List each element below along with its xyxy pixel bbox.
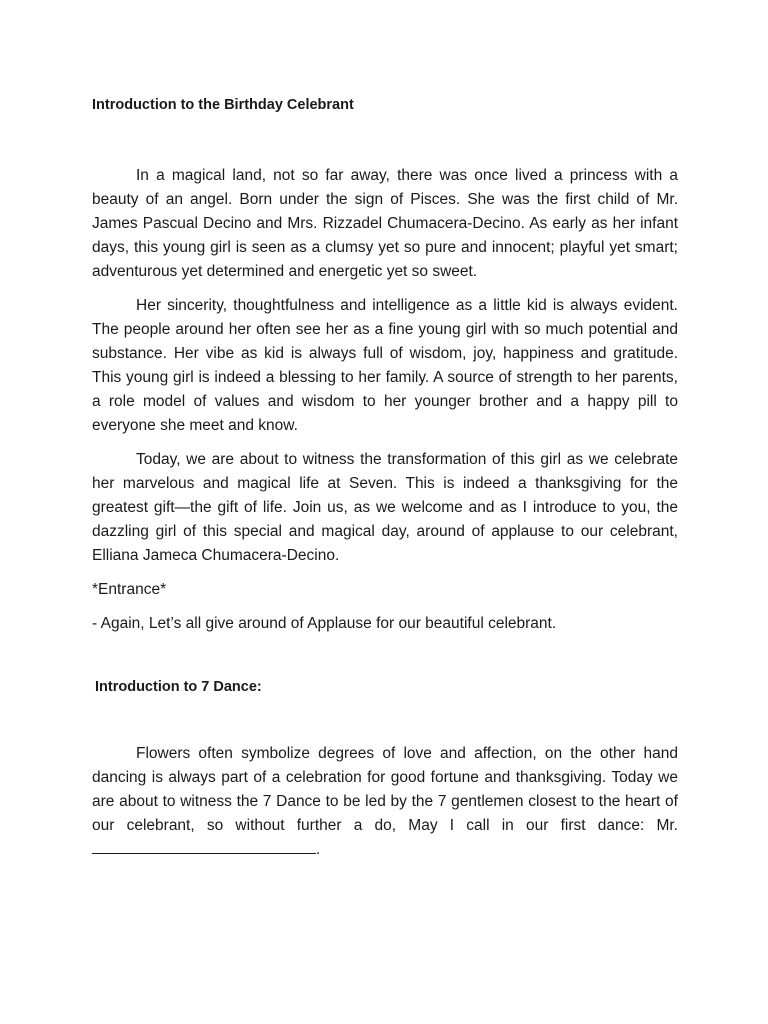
section-heading-7-dance: Introduction to 7 Dance: [95,679,262,695]
name-blank-line [92,839,316,854]
paragraph-transformation: Today, we are about to witness the transformation of this girl as we celebrate her marvelous and magical life at Seven. This is indeed a thanksgiving for the greatest gift—the gift of life. Join us, as we welcome and as I introduce to you, the dazzling girl of this special and magical day, around of applause to our celebrant, Elliana Jameca Chumacera-Decino. [92,451,678,564]
paragraph-sincerity: Her sincerity, thoughtfulness and intelligence as a little kid is always evident. The people around her often see her as a fine young girl with so much potential and substance. Her vibe as kid is always full of wisdom, joy, happiness and gratitude. This young girl is indeed a blessing to her family. A source of strength to her parents, a role model of values and wisdom to her younger brother and a happy pill to everyone she meet and know. [92,297,678,434]
paragraph-7-dance-text: Flowers often symbolize degrees of love and affection, on the other hand dancing is always part of a celebration for good fortune and thanksgiving. Today we are about to witness the 7 Dance to be led by the 7 gentlemen closest to the heart of our celebrant, so without further a do, May I call in our first dance: Mr. [92,745,678,834]
document-page [92,94,678,862]
blank-period: . [316,841,321,858]
paragraph-intro-story: In a magical land, not so far away, there was once lived a princess with a beauty of an angel. Born under the sign of Pisces. She was the first child of Mr. James Pascual Decino and Mrs. Rizzadel Chumacera-Decino. As early as her infant days, this young girl is seen as a clumsy yet so pure and innocent; playful yet smart; adventurous yet determined and energetic yet so sweet. [92,167,678,280]
applause-line: - Again, Let’s all give around of Applause for our beautiful celebrant. [92,615,557,632]
paragraph-7-dance [92,742,678,862]
section-heading-birthday-celebrant: Introduction to the Birthday Celebrant [92,97,354,113]
entrance-cue: *Entrance* [92,581,167,598]
